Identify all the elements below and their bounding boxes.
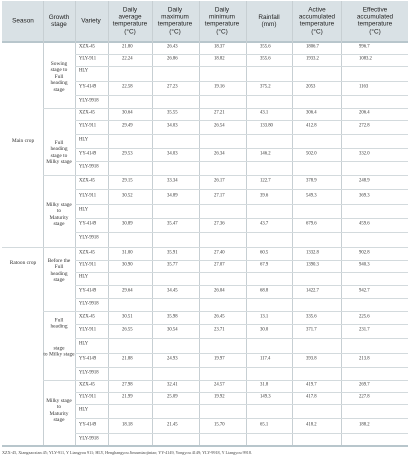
header-season: Season [12, 17, 34, 25]
row-divider [43, 311, 408, 312]
cell-daily-maximum: 30.54 [167, 327, 178, 333]
row-divider [75, 232, 408, 233]
cell-rainfall: 68.8 [260, 288, 269, 294]
cell-variety: HLY [79, 407, 89, 413]
cell-daily-average: 26.55 [122, 327, 133, 333]
cell-effective-accumulated: 231.7 [359, 327, 370, 333]
cell-daily-maximum: 34.45 [167, 288, 178, 294]
cell-effective-accumulated: 213.8 [359, 356, 370, 362]
row-divider [75, 353, 408, 354]
cell-daily-maximum: 32.41 [167, 382, 178, 388]
stage-before-full-heading: Before the Full heading stage [47, 258, 71, 284]
row-divider [75, 338, 408, 339]
header-daily-minimum: Daily minimum temperature (°C) [204, 6, 240, 36]
cell-active-accumulated: 1422.7 [306, 288, 319, 294]
cell-effective-accumulated: 902.8 [359, 250, 370, 256]
cell-daily-minimum: 27.40 [214, 250, 225, 256]
cell-daily-minimum: 27.36 [214, 221, 225, 227]
cell-daily-maximum: 24.93 [167, 356, 178, 362]
cell-active-accumulated: 2053 [306, 84, 316, 90]
cell-variety: YY-4149 [79, 221, 97, 227]
cell-variety: YLY-9918 [79, 301, 99, 307]
season-ratoon-crop: Ratoon crop [9, 259, 37, 266]
row-divider [75, 161, 408, 162]
table-bottom-border [2, 445, 408, 447]
row-divider [43, 380, 408, 381]
row-divider [75, 433, 408, 434]
row-divider [75, 95, 408, 96]
cell-rainfall: 31.8 [260, 382, 269, 388]
cell-active-accumulated: 371.7 [306, 327, 317, 333]
row-divider [75, 66, 408, 67]
stage-sowing-to-full-heading: Sowing stage to Full heading stage [50, 60, 68, 93]
season-main-crop: Main crop [11, 137, 35, 144]
cell-daily-maximum: 34.03 [167, 151, 178, 157]
row-divider [75, 148, 408, 149]
cell-daily-maximum: 25.09 [167, 394, 178, 400]
cell-daily-minimum: 18.37 [214, 44, 225, 50]
cell-variety: YLY-911 [79, 193, 97, 199]
cell-effective-accumulated: 269.7 [359, 382, 370, 388]
stage-to-milky-label: stage to Milky stage [43, 345, 75, 358]
column-divider [341, 1, 342, 445]
cell-variety: YLY-911 [79, 394, 97, 400]
cell-daily-average: 22.58 [122, 84, 133, 90]
cell-variety: HLY [79, 274, 89, 280]
cell-daily-average: 29.15 [122, 178, 133, 184]
stage-milky-to-maturity: Milky stage to Maturity stage [46, 202, 72, 228]
cell-daily-average: 29.53 [122, 151, 133, 157]
header-growth-stage: Growth stage [48, 13, 70, 28]
cell-effective-accumulated: 225.6 [359, 314, 370, 320]
cell-rainfall: 43.7 [260, 221, 269, 227]
cell-active-accumulated: 393.8 [306, 356, 317, 362]
cell-rainfall: 39.6 [260, 193, 269, 199]
cell-daily-average: 21.99 [122, 394, 133, 400]
cell-active-accumulated: 549.3 [306, 193, 317, 199]
cell-effective-accumulated: 459.6 [359, 221, 370, 227]
row-divider [43, 108, 408, 109]
cell-daily-maximum: 35.47 [167, 221, 178, 227]
cell-rainfall: 122.7 [260, 178, 271, 184]
header-daily-maximum: Daily maximum temperature (°C) [157, 6, 193, 36]
cell-daily-maximum: 35.55 [167, 110, 178, 116]
cell-variety: XZX-45 [79, 178, 95, 184]
cell-effective-accumulated: 942.7 [359, 288, 370, 294]
cell-daily-average: 30.90 [122, 262, 133, 268]
cell-active-accumulated: 1390.3 [306, 262, 319, 268]
cell-rainfall: 355.6 [260, 44, 271, 50]
stage-ratoon-milky-to-maturity: Milky stage to Maturity stage [46, 398, 72, 424]
cell-rainfall: 375.2 [260, 84, 271, 90]
cell-active-accumulated: 1332.8 [306, 250, 319, 256]
cell-variety: YY-4149 [79, 84, 97, 90]
row-divider [75, 272, 408, 273]
row-divider [75, 81, 408, 82]
cell-effective-accumulated: 369.3 [359, 193, 370, 199]
cell-active-accumulated: 1806.7 [306, 44, 319, 50]
cell-effective-accumulated: 272.8 [359, 123, 370, 129]
row-divider [75, 367, 408, 368]
cell-daily-minimum: 27.17 [214, 193, 225, 199]
cell-variety: YLY-9918 [79, 370, 99, 376]
cell-daily-maximum: 27.23 [167, 84, 178, 90]
cell-effective-accumulated: 1083.2 [359, 56, 372, 62]
cell-rainfall: 67.9 [260, 262, 269, 268]
cell-daily-minimum: 19.16 [214, 84, 225, 90]
header-active-accumulated: Active accumulated temperature (°C) [298, 6, 336, 36]
cell-daily-average: 27.98 [122, 382, 133, 388]
cell-daily-average: 22.24 [122, 56, 133, 62]
cell-daily-average: 21.80 [122, 44, 133, 50]
cell-effective-accumulated: 332.0 [359, 151, 370, 157]
cell-effective-accumulated: 1163 [359, 84, 369, 90]
cell-daily-maximum: 35.77 [167, 262, 178, 268]
cell-active-accumulated: 417.8 [306, 394, 317, 400]
cell-daily-maximum: 35.91 [167, 250, 178, 256]
cell-active-accumulated: 412.8 [306, 123, 317, 129]
row-divider [43, 175, 408, 176]
cell-daily-minimum: 23.71 [214, 327, 225, 333]
cell-variety: YY-4149 [79, 151, 97, 157]
column-divider [152, 1, 153, 445]
cell-daily-average: 30.89 [122, 221, 133, 227]
cell-daily-maximum: 33.34 [167, 178, 178, 184]
cell-variety: YLY-9918 [79, 98, 99, 104]
cell-rainfall: 13.1 [260, 314, 269, 320]
cell-daily-average: 30.64 [122, 110, 133, 116]
cell-variety: XZX-45 [79, 44, 95, 50]
cell-effective-accumulated: 940.3 [359, 262, 370, 268]
cell-effective-accumulated: 227.8 [359, 394, 370, 400]
cell-variety: YY-4149 [79, 356, 97, 362]
row-divider [75, 418, 408, 419]
cell-rainfall: 65.1 [260, 422, 269, 428]
season-divider [2, 247, 408, 248]
header-variety: Variety [81, 17, 101, 25]
column-divider [292, 1, 293, 445]
cell-daily-minimum: 26.34 [214, 151, 225, 157]
cell-daily-average: 29.49 [122, 123, 133, 129]
cell-daily-minimum: 15.70 [214, 422, 225, 428]
column-divider [108, 1, 109, 445]
cell-variety: XZX-45 [79, 382, 95, 388]
header-rainfall: Rainfall (mm) [258, 13, 280, 28]
cell-daily-maximum: 26.43 [167, 44, 178, 50]
cell-variety: YY-4149 [79, 422, 97, 428]
cell-daily-average: 29.64 [122, 288, 133, 294]
cell-daily-average: 31.00 [122, 250, 133, 256]
column-divider [199, 1, 200, 445]
cell-variety: YLY-9918 [79, 164, 99, 170]
cell-variety: XZX-45 [79, 314, 95, 320]
header-divider [2, 41, 408, 43]
cell-daily-minimum: 18.82 [214, 56, 225, 62]
row-divider [75, 134, 408, 135]
row-divider [75, 260, 408, 261]
row-divider [75, 218, 408, 219]
cell-variety: HLY [79, 137, 89, 143]
header-daily-average: Daily average temperature (°C) [112, 6, 148, 36]
cell-active-accumulated: 502.0 [306, 151, 317, 157]
cell-daily-minimum: 26.54 [214, 123, 225, 129]
cell-rainfall: 149.3 [260, 394, 271, 400]
cell-rainfall: 43.1 [260, 110, 269, 116]
column-divider [75, 1, 76, 445]
cell-variety: HLY [79, 341, 89, 347]
cell-rainfall: 60.5 [260, 250, 269, 256]
table-footnote: XZX-45, Xiangzaoxian 45; YLY-911, Y Liangyou 911; HLY, Henghangyou Jinsumiaojiniao; YY-4149, Yongyou 4149; YLY-9918, Y Liangyou 9918. [2, 450, 253, 455]
cell-active-accumulated: 1933.2 [306, 56, 319, 62]
cell-active-accumulated: 306.4 [306, 110, 317, 116]
climate-data-table [2, 1, 408, 447]
stage-full-heading-label: Full heading [50, 317, 68, 330]
cell-variety: YLY-9918 [79, 235, 99, 241]
cell-daily-maximum: 26.86 [167, 56, 178, 62]
cell-active-accumulated: 335.6 [306, 314, 317, 320]
cell-daily-minimum: 26.17 [214, 178, 225, 184]
row-divider [75, 204, 408, 205]
cell-active-accumulated: 679.6 [306, 221, 317, 227]
cell-variety: HLY [79, 68, 89, 74]
row-divider [75, 285, 408, 286]
row-divider [75, 404, 408, 405]
stage-full-heading-to-milky: Full heading stage to Milky stage [46, 140, 72, 166]
cell-effective-accumulated: 206.4 [359, 110, 370, 116]
cell-daily-minimum: 19.97 [214, 356, 225, 362]
cell-daily-minimum: 19.92 [214, 394, 225, 400]
column-divider [43, 1, 44, 445]
cell-variety: YLY-911 [79, 327, 97, 333]
cell-daily-average: 21.88 [122, 356, 133, 362]
cell-daily-maximum: 34.03 [167, 123, 178, 129]
cell-rainfall: 133.80 [260, 123, 273, 129]
cell-daily-maximum: 21.45 [167, 422, 178, 428]
cell-variety: HLY [79, 207, 89, 213]
cell-rainfall: 30.0 [260, 327, 269, 333]
cell-rainfall: 146.2 [260, 151, 271, 157]
cell-daily-minimum: 26.04 [214, 288, 225, 294]
cell-daily-minimum: 26.45 [214, 314, 225, 320]
cell-daily-average: 30.52 [122, 193, 133, 199]
row-divider [75, 54, 408, 55]
cell-variety: YLY-9918 [79, 436, 99, 442]
cell-active-accumulated: 378.9 [306, 178, 317, 184]
cell-daily-minimum: 27.21 [214, 110, 225, 116]
cell-rainfall: 355.6 [260, 56, 271, 62]
cell-daily-average: 18.18 [122, 422, 133, 428]
cell-variety: YY-4149 [79, 288, 97, 294]
cell-daily-minimum: 27.07 [214, 262, 225, 268]
cell-variety: YLY-911 [79, 123, 97, 129]
cell-variety: XZX-45 [79, 250, 95, 256]
header-effective-accumulated: Effective accumulated temperature (°C) [356, 6, 394, 36]
cell-daily-minimum: 24.57 [214, 382, 225, 388]
cell-daily-maximum: 35.98 [167, 314, 178, 320]
row-divider [75, 189, 408, 190]
cell-active-accumulated: 418.2 [306, 422, 317, 428]
row-divider [75, 120, 408, 121]
column-divider [246, 1, 247, 445]
cell-active-accumulated: 419.7 [306, 382, 317, 388]
cell-effective-accumulated: 188.2 [359, 422, 370, 428]
cell-daily-average: 30.51 [122, 314, 133, 320]
cell-rainfall: 117.4 [260, 356, 271, 362]
cell-variety: YLY-911 [79, 262, 97, 268]
cell-variety: XZX-45 [79, 110, 95, 116]
row-divider [75, 324, 408, 325]
cell-effective-accumulated: 248.9 [359, 178, 370, 184]
row-divider [75, 298, 408, 299]
cell-variety: YLY-911 [79, 56, 97, 62]
cell-daily-maximum: 34.89 [167, 193, 178, 199]
cell-effective-accumulated: 996.7 [359, 44, 370, 50]
row-divider [75, 392, 408, 393]
